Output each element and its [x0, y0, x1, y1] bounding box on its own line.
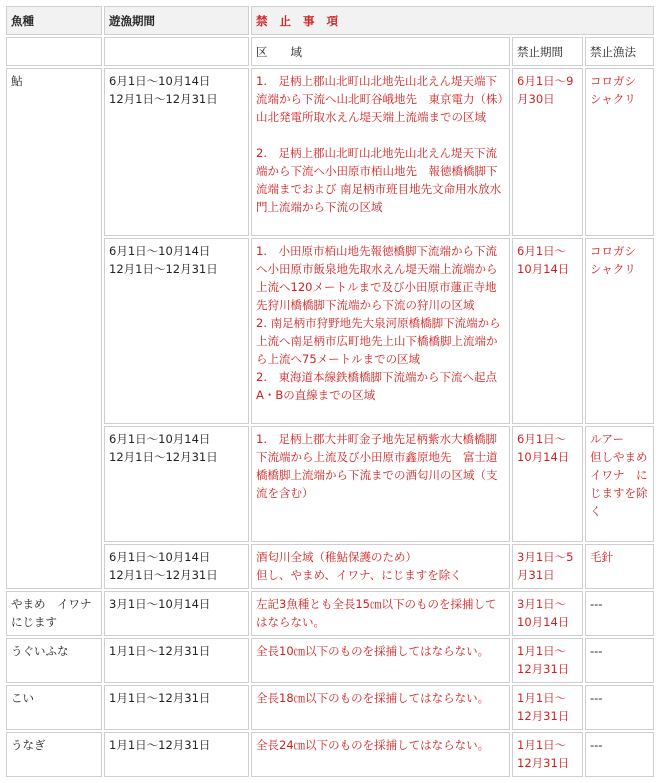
period-cell: 1月1日～12月31日: [104, 732, 249, 777]
subheader-area: 区 域: [251, 37, 510, 66]
method-cell: 毛針: [585, 544, 654, 589]
area-cell: 全長24㎝以下のものを採捕してはならない。: [251, 732, 510, 777]
area-cell: 全長18㎝以下のものを採捕してはならない。: [251, 685, 510, 730]
method-cell: コロガシ シャクリ: [585, 68, 654, 236]
table-row: [6, 68, 654, 236]
fish-cell: やまめ イワナ にじます: [6, 591, 102, 636]
area-cell: 左記3魚種とも全長15㎝以下のものを採捕してはならない。: [251, 591, 510, 636]
fish-cell: こい: [6, 685, 102, 730]
subheader-period: 禁止期間: [512, 37, 583, 66]
header-row: [6, 6, 654, 35]
period-cell: 6月1日～10月14日 12月1日～12月31日: [104, 238, 249, 424]
ban-period-cell: 6月1日～9月30日: [512, 68, 583, 236]
ban-period-cell: 3月1日～5月31日: [512, 544, 583, 589]
ban-period-cell: 3月1日～ 10月14日: [512, 591, 583, 636]
period-cell: 6月1日～10月14日 12月1日～12月31日: [104, 544, 249, 589]
area-cell: 全長10㎝以下のものを採捕してはならない。: [251, 638, 510, 683]
table-row: [6, 732, 654, 777]
fishing-regulation-table: [4, 4, 656, 779]
ban-period-cell: 1月1日～ 12月31日: [512, 685, 583, 730]
ban-period-cell: 6月1日～ 10月14日: [512, 238, 583, 424]
period-cell: 6月1日～10月14日 12月1日～12月31日: [104, 426, 249, 542]
regulation-table-wrapper: [4, 4, 656, 779]
method-cell: コロガシ シャクリ: [585, 238, 654, 424]
table-row: [6, 544, 654, 589]
ban-period-cell: 1月1日～ 12月31日: [512, 732, 583, 777]
area-cell: 1. 小田原市栢山地先報徳橋脚下流端から下流へ小田原市飯泉地先取水えん堤天端上流端から上流へ120メートルまで及び小田原市蓮正寺地先狩川橋橋脚下流端から下流の狩川の区域 2. 南足柄市狩野地先大泉河原橋橋脚下流端から上流へ南足柄市広町地先上山下橋橋脚上流端から上流へ75メートルまでの区域 2. 東海道本線鉄橋橋脚下流端から下流へ起点A・Bの直線までの区域: [251, 238, 510, 424]
method-cell: ルアー 但しやまめ イワナ に じますを除く: [585, 426, 654, 542]
ban-period-cell: 6月1日～ 10月14日: [512, 426, 583, 542]
method-cell: ---: [585, 638, 654, 683]
subheader-row: [6, 37, 654, 66]
subheader-method: 禁止漁法: [585, 37, 654, 66]
area-cell: 1. 足柄上郡大井町金子地先足柄紫水大橋橋脚下流端から上流及び小田原市鑫原地先 富士道橋橋脚上流端から下流までの酒匂川の区域（支流を含む）: [251, 426, 510, 542]
header-prohibit: 禁 止 事 項: [251, 6, 654, 35]
table-row: [6, 638, 654, 683]
period-cell: 6月1日～10月14日 12月1日～12月31日: [104, 68, 249, 236]
table-row: [6, 238, 654, 424]
period-cell: 1月1日～12月31日: [104, 685, 249, 730]
ban-period-cell: 1月1日～ 12月31日: [512, 638, 583, 683]
subheader-empty-2: [104, 37, 249, 66]
header-period: 遊漁期間: [104, 6, 249, 35]
subheader-empty-1: [6, 37, 102, 66]
fish-cell: うなぎ: [6, 732, 102, 777]
period-cell: 3月1日～10月14日: [104, 591, 249, 636]
area-cell: 酒匂川全域（稚鮎保護のため） 但し、やまめ、イワナ、にじますを除く: [251, 544, 510, 589]
table-row: [6, 685, 654, 730]
period-cell: 1月1日～12月31日: [104, 638, 249, 683]
method-cell: ---: [585, 591, 654, 636]
area-cell: 1. 足柄上郡山北町山北地先山北えん堤天端下流端から下流へ山北町谷峨地先 東京電力（株）山北発電所取水えん堤天端上流端までの区域 2. 足柄上郡山北町山北地先山北えん堤天下流端から下流へ小田原市栢山地先 報徳橋橋脚下流端までおよび 南足柄市班目地先文命用水放水門上流端から下流の区域: [251, 68, 510, 236]
method-cell: ---: [585, 732, 654, 777]
fish-cell: うぐいふな: [6, 638, 102, 683]
table-row: [6, 591, 654, 636]
table-row: [6, 426, 654, 542]
fish-cell: 鮎: [6, 68, 102, 589]
header-fish: 魚種: [6, 6, 102, 35]
method-cell: ---: [585, 685, 654, 730]
